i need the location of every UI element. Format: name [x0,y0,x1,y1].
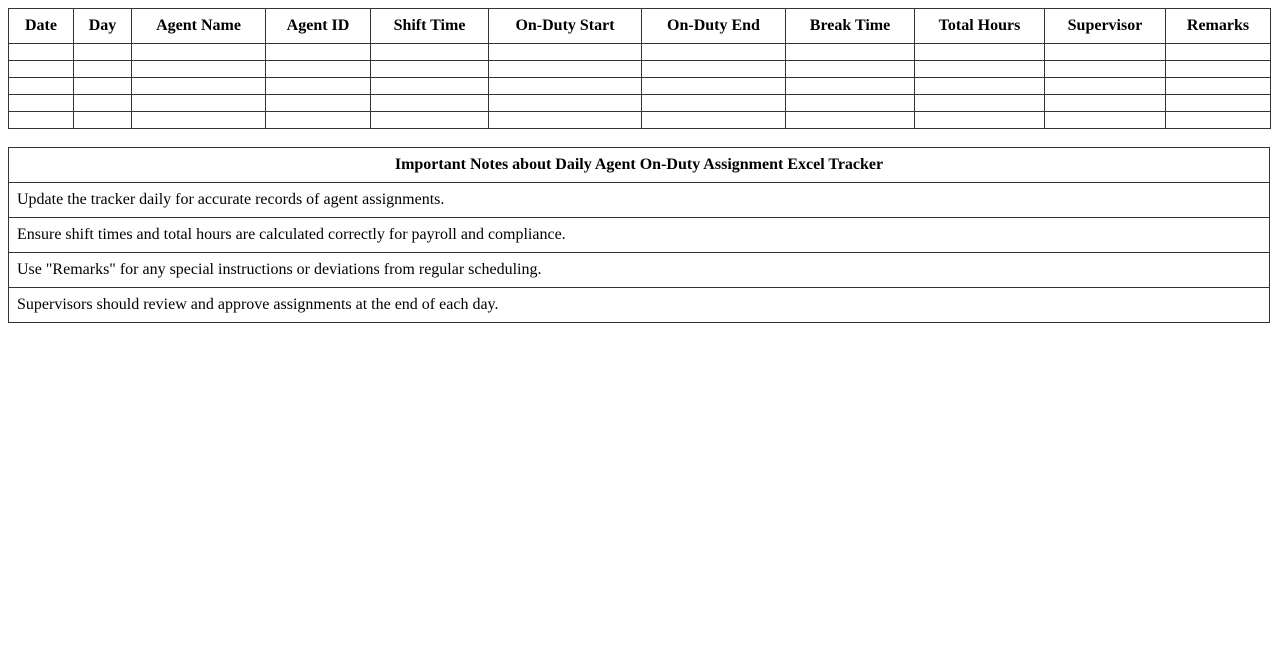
table-cell[interactable] [1166,44,1271,61]
table-cell[interactable] [74,61,132,78]
table-cell[interactable] [132,61,266,78]
table-row [9,61,1271,78]
table-cell[interactable] [266,44,371,61]
note-text: Update the tracker daily for accurate records of agent assignments. [9,183,1270,218]
table-cell[interactable] [1045,112,1166,129]
table-cell[interactable] [266,112,371,129]
column-header-on-duty-end: On-Duty End [642,9,786,44]
table-cell[interactable] [915,61,1045,78]
table-cell[interactable] [1166,95,1271,112]
column-header-break-time: Break Time [786,9,915,44]
table-row [9,112,1271,129]
table-cell[interactable] [642,61,786,78]
table-row [9,78,1271,95]
table-cell[interactable] [371,78,489,95]
table-cell[interactable] [1045,44,1166,61]
table-cell[interactable] [915,95,1045,112]
table-cell[interactable] [915,78,1045,95]
table-cell[interactable] [1045,78,1166,95]
table-cell[interactable] [266,95,371,112]
table-cell[interactable] [74,95,132,112]
note-row [9,218,1270,253]
table-cell[interactable] [786,112,915,129]
table-cell[interactable] [9,61,74,78]
column-header-shift-time: Shift Time [371,9,489,44]
table-cell[interactable] [132,95,266,112]
table-cell[interactable] [74,78,132,95]
table-cell[interactable] [132,44,266,61]
table-cell[interactable] [786,78,915,95]
table-cell[interactable] [915,112,1045,129]
notes-header-row [9,148,1270,183]
table-cell[interactable] [489,61,642,78]
note-row [9,183,1270,218]
table-cell[interactable] [371,44,489,61]
table-cell[interactable] [266,78,371,95]
column-header-date: Date [9,9,74,44]
column-header-supervisor: Supervisor [1045,9,1166,44]
table-cell[interactable] [786,44,915,61]
table-cell[interactable] [371,95,489,112]
table-cell[interactable] [786,95,915,112]
table-cell[interactable] [74,112,132,129]
note-row [9,288,1270,323]
notes-title: Important Notes about Daily Agent On-Duty Assignment Excel Tracker [9,148,1270,183]
notes-table [8,147,1270,323]
note-text: Use "Remarks" for any special instructions or deviations from regular scheduling. [9,253,1270,288]
table-cell[interactable] [9,78,74,95]
note-row [9,253,1270,288]
table-cell[interactable] [371,112,489,129]
table-cell[interactable] [642,78,786,95]
table-cell[interactable] [642,95,786,112]
table-cell[interactable] [915,44,1045,61]
table-cell[interactable] [1166,61,1271,78]
agent-tracker-table [8,8,1271,129]
note-text: Supervisors should review and approve assignments at the end of each day. [9,288,1270,323]
column-header-remarks: Remarks [1166,9,1271,44]
column-header-on-duty-start: On-Duty Start [489,9,642,44]
table-cell[interactable] [489,44,642,61]
column-header-agent-id: Agent ID [266,9,371,44]
column-header-agent-name: Agent Name [132,9,266,44]
table-cell[interactable] [786,61,915,78]
note-text: Ensure shift times and total hours are calculated correctly for payroll and compliance. [9,218,1270,253]
table-row [9,95,1271,112]
table-cell[interactable] [132,78,266,95]
table-cell[interactable] [1166,78,1271,95]
table-cell[interactable] [9,95,74,112]
table-cell[interactable] [1045,95,1166,112]
tracker-header-row [9,9,1271,44]
table-cell[interactable] [489,78,642,95]
table-cell[interactable] [74,44,132,61]
table-cell[interactable] [489,112,642,129]
table-cell[interactable] [266,61,371,78]
table-cell[interactable] [371,61,489,78]
tracker-body [9,44,1271,129]
table-cell[interactable] [1166,112,1271,129]
table-cell[interactable] [1045,61,1166,78]
table-cell[interactable] [9,112,74,129]
table-cell[interactable] [642,44,786,61]
table-cell[interactable] [9,44,74,61]
table-cell[interactable] [642,112,786,129]
table-row [9,44,1271,61]
table-cell[interactable] [489,95,642,112]
column-header-day: Day [74,9,132,44]
column-header-total-hours: Total Hours [915,9,1045,44]
table-cell[interactable] [132,112,266,129]
